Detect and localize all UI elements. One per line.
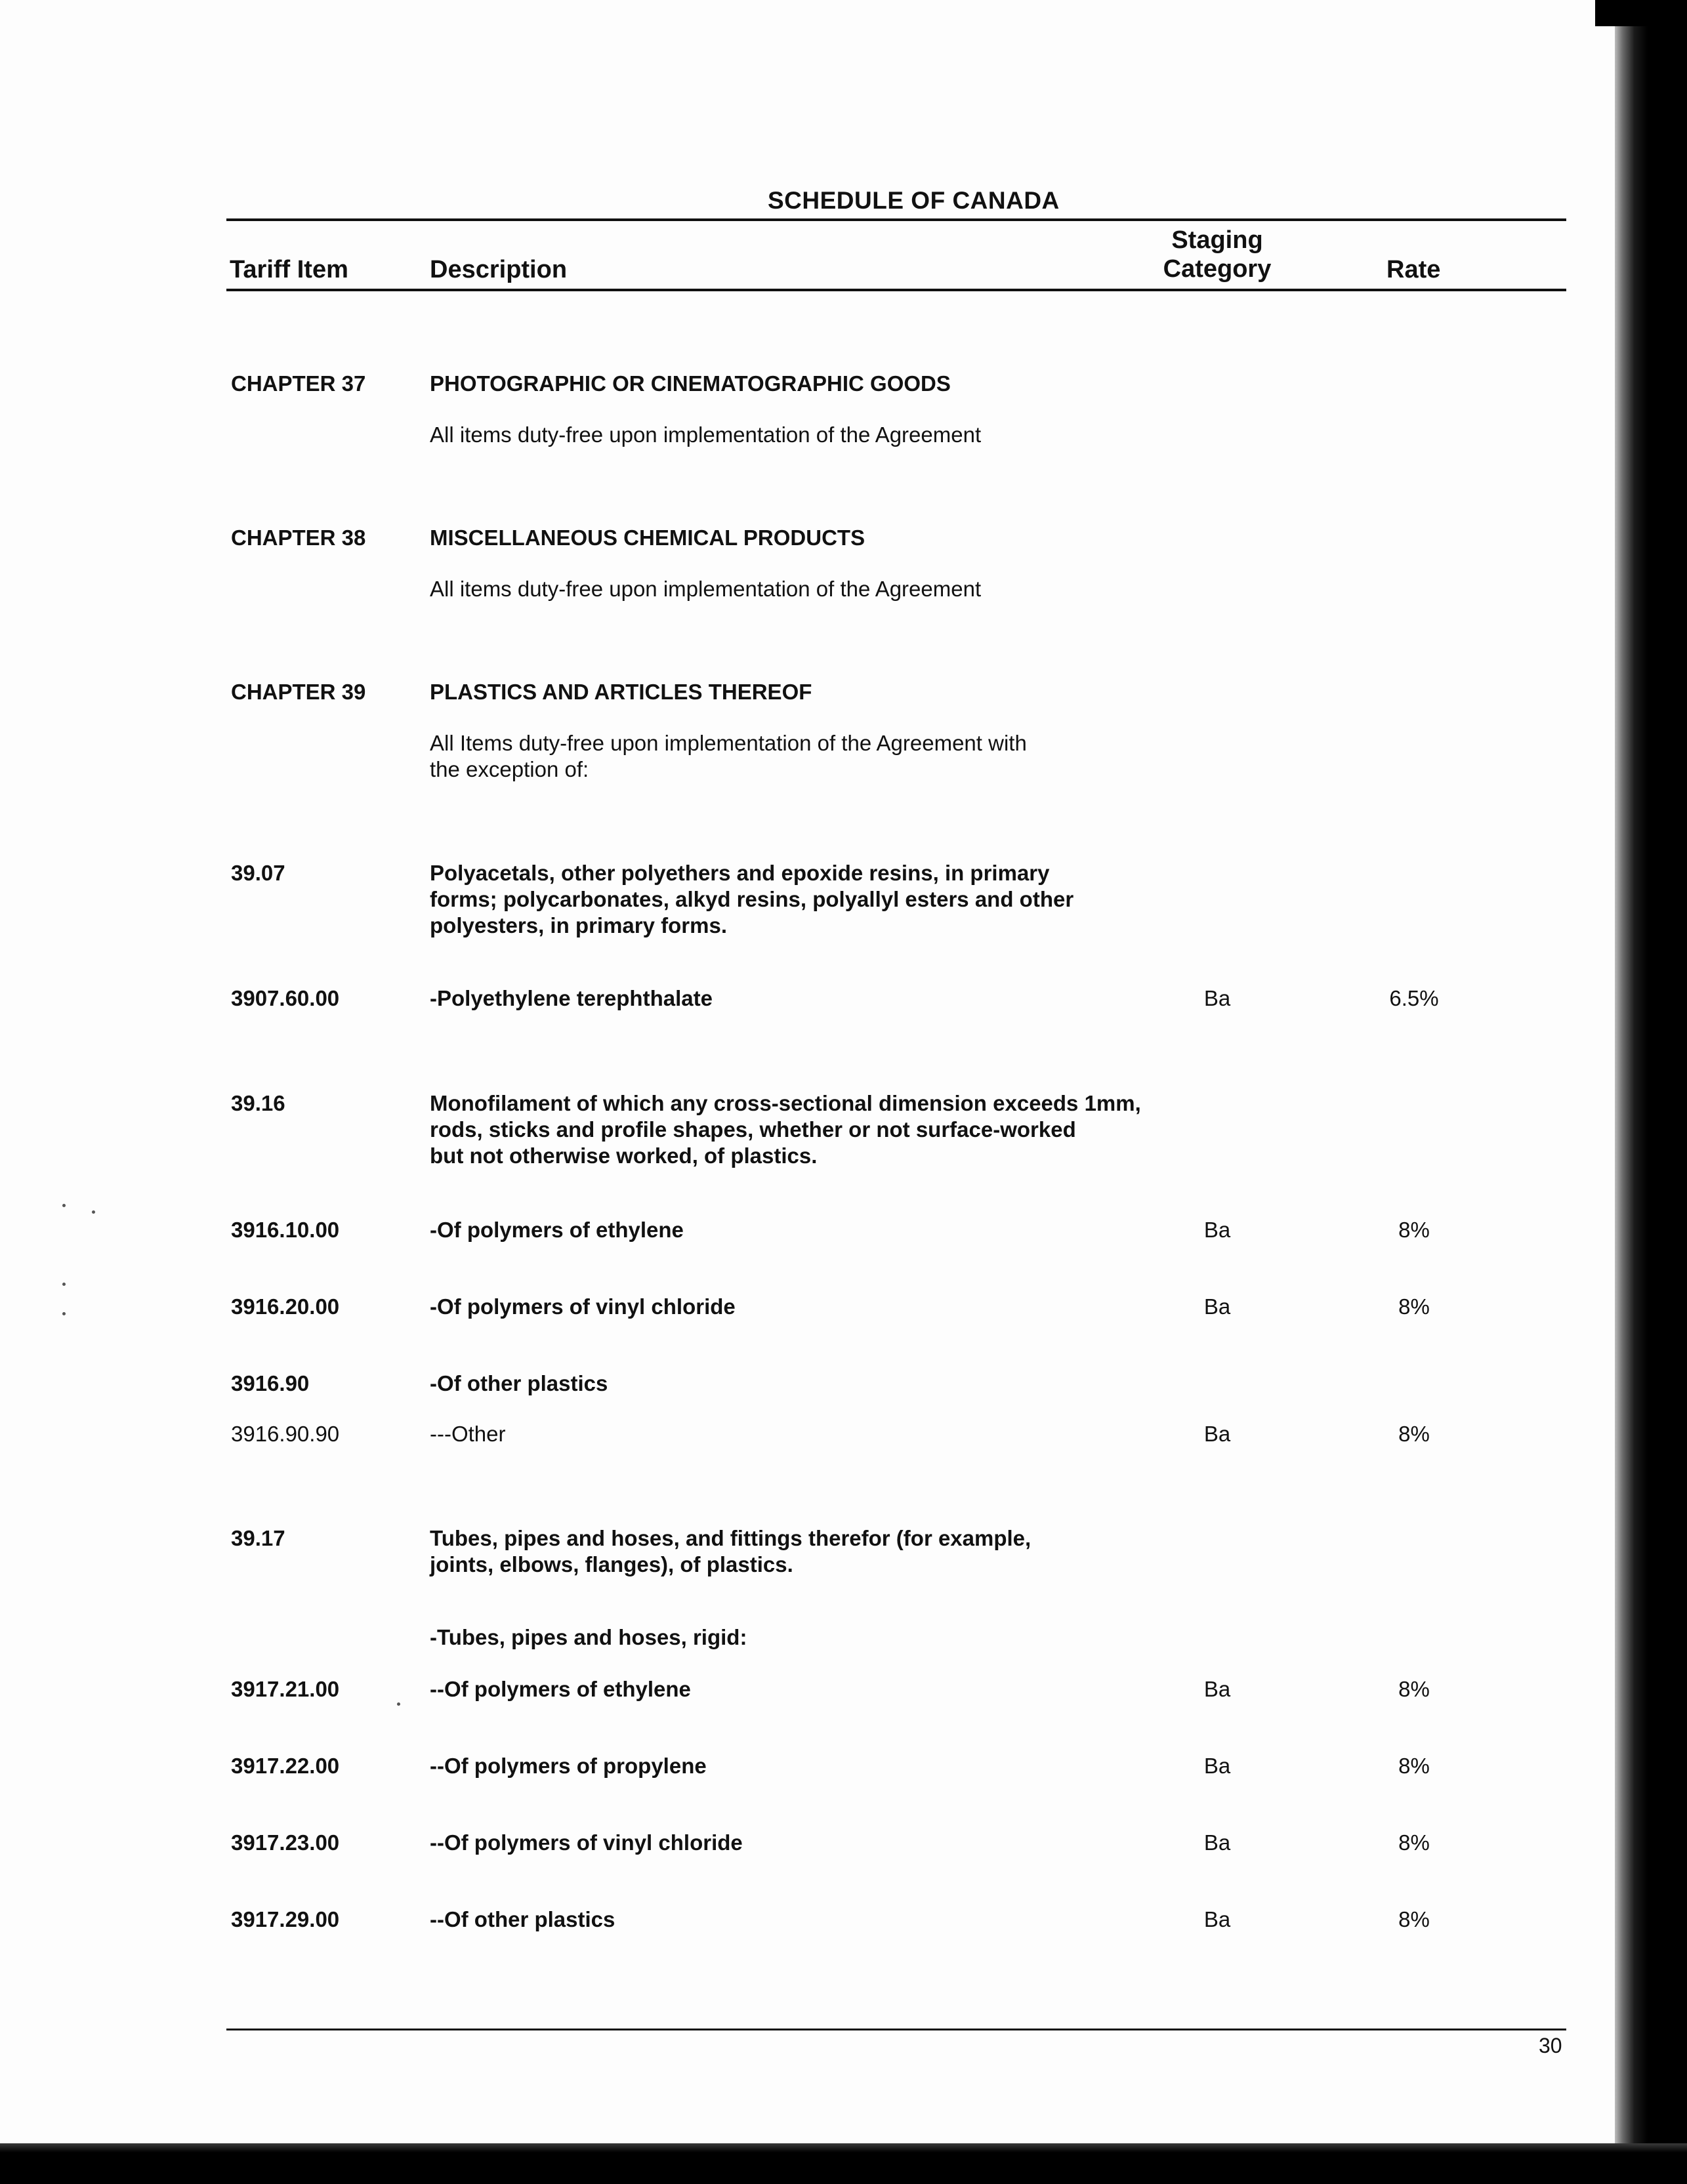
description-line: Tubes, pipes and hoses, and fittings therefor (for example,: [430, 1526, 1031, 1550]
tariff-item: CHAPTER 38: [231, 525, 366, 550]
description-line: -Polyethylene terephthalate: [430, 986, 713, 1010]
staging-category: Ba: [1203, 1907, 1231, 1931]
description-line: polyesters, in primary forms.: [430, 913, 727, 937]
scan-speck: [92, 1210, 95, 1214]
rate-value: 8%: [1398, 1294, 1430, 1319]
column-header-staging-category: [1148, 226, 1286, 283]
description-line: All items duty-free upon implementation of the Agreement: [430, 577, 982, 601]
tariff-item: 3917.29.00: [231, 1907, 340, 1931]
description-line: -Of polymers of ethylene: [430, 1218, 684, 1242]
description-line: -Of polymers of vinyl chloride: [430, 1294, 736, 1319]
description-line: the exception of:: [430, 757, 589, 781]
column-header-tariff-item: Tariff Item: [230, 256, 348, 283]
header-top-rule: [226, 218, 1566, 221]
description-line: All Items duty-free upon implementation of the Agreement with: [430, 731, 1027, 755]
description-line: All items duty-free upon implementation of the Agreement: [430, 422, 982, 447]
tariff-item: CHAPTER 37: [231, 371, 366, 396]
tariff-item: 3916.90: [231, 1371, 310, 1395]
tariff-item: 3907.60.00: [231, 986, 340, 1010]
staging-category: Ba: [1203, 1677, 1231, 1701]
description-line: MISCELLANEOUS CHEMICAL PRODUCTS: [430, 525, 865, 550]
description-line: ---Other: [430, 1422, 506, 1446]
staging-header-line2: Category: [1163, 255, 1272, 283]
scan-speck: [397, 1702, 400, 1706]
rate-value: 8%: [1398, 1830, 1430, 1855]
description-line: PHOTOGRAPHIC OR CINEMATOGRAPHIC GOODS: [430, 371, 951, 396]
scan-speck: [62, 1204, 66, 1207]
description-line: rods, sticks and profile shapes, whether or not surface-worked: [430, 1117, 1076, 1142]
description-line: joints, elbows, flanges), of plastics.: [430, 1552, 793, 1576]
description-line: but not otherwise worked, of plastics.: [430, 1144, 818, 1168]
tariff-item: 3916.10.00: [231, 1218, 340, 1242]
footer-rule: [226, 2029, 1566, 2030]
staging-header-line1: Staging: [1171, 226, 1263, 254]
rate-value: 8%: [1398, 1677, 1430, 1701]
rate-value: 6.5%: [1389, 986, 1439, 1010]
rate-value: 8%: [1398, 1907, 1430, 1931]
scan-border-bottom: [0, 2143, 1687, 2184]
tariff-item: 39.17: [231, 1526, 285, 1550]
description-line: Monofilament of which any cross-sectional dimension exceeds 1mm,: [430, 1091, 1141, 1115]
tariff-item: 3917.21.00: [231, 1677, 340, 1701]
description-line: --Of other plastics: [430, 1907, 615, 1931]
tariff-item: 39.16: [231, 1091, 285, 1115]
tariff-item: 3917.22.00: [231, 1754, 340, 1778]
rate-value: 8%: [1398, 1754, 1430, 1778]
scan-border-right: [1615, 0, 1687, 2184]
staging-category: Ba: [1203, 986, 1231, 1010]
description-line: -Of other plastics: [430, 1371, 608, 1395]
description-line: Polyacetals, other polyethers and epoxide resins, in primary: [430, 861, 1050, 885]
staging-category: Ba: [1203, 1422, 1231, 1446]
column-header-description: Description: [430, 256, 568, 283]
staging-category: Ba: [1203, 1754, 1231, 1778]
description-line: --Of polymers of propylene: [430, 1754, 707, 1778]
rate-value: 8%: [1398, 1218, 1430, 1242]
tariff-item: 39.07: [231, 861, 285, 885]
staging-category: Ba: [1203, 1218, 1231, 1242]
description-line: --Of polymers of vinyl chloride: [430, 1830, 743, 1855]
description-line: -Tubes, pipes and hoses, rigid:: [430, 1625, 747, 1649]
tariff-item: 3917.23.00: [231, 1830, 340, 1855]
description-line: forms; polycarbonates, alkyd resins, polyallyl esters and other: [430, 887, 1074, 911]
description-line: PLASTICS AND ARTICLES THEREOF: [430, 680, 812, 704]
tariff-item: 3916.90.90: [231, 1422, 340, 1446]
staging-category: Ba: [1203, 1830, 1231, 1855]
scan-speck: [62, 1283, 66, 1286]
tariff-item: CHAPTER 39: [231, 680, 366, 704]
staging-category: Ba: [1203, 1294, 1231, 1319]
scan-speck: [62, 1312, 66, 1315]
page-number: 30: [1539, 2034, 1562, 2057]
column-header-rate: Rate: [1386, 256, 1441, 283]
scan-border-corner: [1595, 0, 1687, 26]
rate-value: 8%: [1398, 1422, 1430, 1446]
header-bottom-rule: [226, 289, 1566, 291]
document-title: SCHEDULE OF CANADA: [768, 187, 1060, 214]
description-line: --Of polymers of ethylene: [430, 1677, 691, 1701]
tariff-item: 3916.20.00: [231, 1294, 340, 1319]
